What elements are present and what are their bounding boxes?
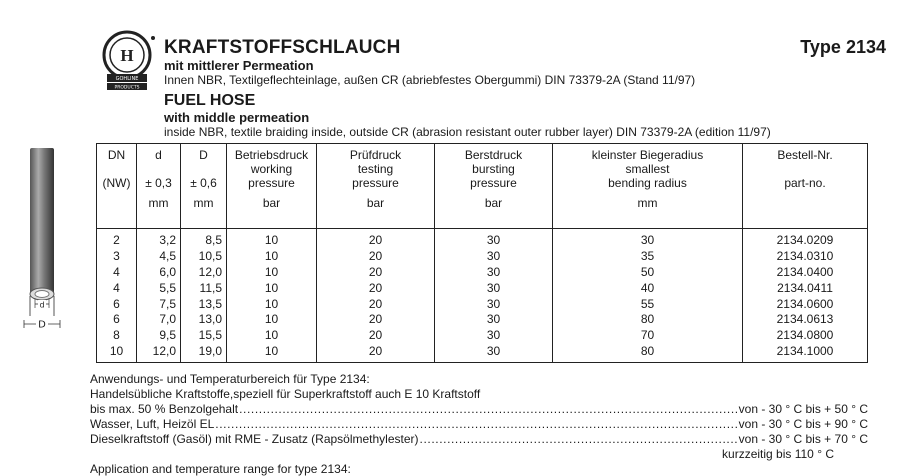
table-header-text: Prüfdruck [349,148,402,162]
table-cell: 15,5 [181,328,227,344]
application-item [90,417,868,431]
table-cell: 6,0 [137,265,181,281]
description-german: Innen NBR, Textilgeflechteinlage, außen CR (abriebfestes Obergummi) DIN 73379-2A (Stand 11/97) [164,73,696,87]
table-cell: 19,0 [181,344,227,363]
table-cell: 2134.0600 [743,297,868,313]
table-cell: 13,0 [181,312,227,328]
description-english: inside NBR, textile braiding inside, outside CR (abrasion resistant outer rubber layer) DIN 73379-2A (edition 11/97) [164,125,771,139]
dot-leader [420,432,738,446]
table-header-unit: bar [262,196,281,210]
application-item-range: von - 30 ° C bis + 70 ° C [738,432,868,446]
table-cell: 10 [227,328,317,344]
table-cell: 4 [97,281,137,297]
table-header-text: working [250,162,293,176]
dot-leader [215,417,737,431]
table-header-cell [181,144,227,229]
logo-letter: H [120,46,134,65]
table-cell: 5,5 [137,281,181,297]
table-header-cell [553,144,743,229]
table-cell: 7,0 [137,312,181,328]
table-cell: 2134.0209 [743,229,868,250]
table-header-cell [317,144,435,229]
type-label: Type 2134 [800,37,886,57]
table-header-text: pressure [470,176,517,190]
table-header-text [745,162,865,176]
table-header-text: part-no. [784,176,826,190]
table-cell: 30 [435,281,553,297]
table-cell: 80 [553,344,743,363]
table-header-unit: bar [484,196,503,210]
table-cell: 20 [317,249,435,265]
table-cell: 2134.0800 [743,328,868,344]
table-header-text: d [155,148,162,162]
table-cell: 20 [317,265,435,281]
application-item-range: von - 30 ° C bis + 90 ° C [738,417,868,431]
table-cell: 30 [435,297,553,313]
table-header-unit: mm [637,196,658,210]
table-cell: 20 [317,344,435,363]
table-cell: 20 [317,229,435,250]
table-header-text [139,162,178,176]
table-cell: 40 [553,281,743,297]
table-cell: 4,5 [137,249,181,265]
table-header-text: pressure [248,176,295,190]
table-cell: 10,5 [181,249,227,265]
table-cell: 2134.0613 [743,312,868,328]
table-cell: 11,5 [181,281,227,297]
table-cell: 35 [553,249,743,265]
table-header-cell [435,144,553,229]
subtitle-german: mit mittlerer Permeation [164,58,314,73]
table-cell: 8 [97,328,137,344]
table-cell: 30 [435,344,553,363]
application-item-label: bis max. 50 % Benzolgehalt [90,402,239,416]
application-item-label: Dieselkraftstoff (Gasöl) mit RME - Zusatz (Rapsölmethylester) [90,432,419,446]
logo-band-bottom: PRODUCTS [114,85,140,91]
table-cell: 2 [97,229,137,250]
table-header-text: (NW) [102,176,131,190]
application-item [90,402,868,416]
table-header-text [183,162,224,176]
table-header-text: testing [357,162,394,176]
table-cell: 30 [435,229,553,250]
table-cell: 10 [227,312,317,328]
table-cell: 10 [227,265,317,281]
table-cell: 6 [97,297,137,313]
table-header-cell [97,144,137,229]
table-header-text: Berstdruck [464,148,523,162]
table-row [97,229,868,250]
table-cell: 20 [317,281,435,297]
table-header-unit: mm [193,196,214,210]
spec-table [96,143,868,363]
table-cell: 70 [553,328,743,344]
table-row [97,328,868,344]
application-heading-de: Anwendungs- und Temperaturbereich für Type 2134: [90,372,370,386]
table-header-text: ± 0,3 [145,176,172,190]
table-cell: 30 [435,265,553,281]
title-german: KRAFTSTOFFSCHLAUCH [164,37,401,58]
outer-diameter-label: D [38,319,46,331]
table-cell: 55 [553,297,743,313]
logo-band-top: GOHLINE [115,76,139,82]
table-cell: 10 [97,344,137,363]
table-header-text: Bestell-Nr. [777,148,833,162]
table-header-unit: mm [148,196,169,210]
table-row [97,344,868,363]
application-item [90,432,868,446]
table-cell: 80 [553,312,743,328]
table-cell: 20 [317,328,435,344]
table-header-text: bursting [472,162,515,176]
table-cell: 4 [97,265,137,281]
table-header-text: bending radius [608,176,687,190]
table-header-text: D [199,148,208,162]
table-cell: 7,5 [137,297,181,313]
application-item-range: von - 30 ° C bis + 50 ° C [738,402,868,416]
table-cell: 2134.0411 [743,281,868,297]
table-header-text: kleinster Biegeradius [591,148,704,162]
table-cell: 12,0 [181,265,227,281]
table-cell: 3 [97,249,137,265]
application-heading-en: Application and temperature range for type 2134: [90,462,351,476]
table-cell: 10 [227,249,317,265]
table-cell: 6 [97,312,137,328]
table-cell: 12,0 [137,344,181,363]
table-header-text: ± 0,6 [190,176,217,190]
table-row [97,265,868,281]
table-cell: 10 [227,344,317,363]
table-header-text [99,162,134,176]
table-body [97,229,868,363]
table-header-text: Betriebsdruck [234,148,309,162]
table-cell: 50 [553,265,743,281]
table-cell: 20 [317,297,435,313]
title-english: FUEL HOSE [164,92,256,109]
hose-illustration [22,146,62,346]
table-header-unit: bar [366,196,385,210]
table-cell: 10 [227,229,317,250]
table-header-row [97,144,868,229]
table-cell: 2134.0310 [743,249,868,265]
table-cell: 8,5 [181,229,227,250]
table-cell: 13,5 [181,297,227,313]
short-term-note: kurzzeitig bis 110 ° C [722,447,834,461]
table-cell: 30 [435,249,553,265]
table-cell: 20 [317,312,435,328]
inner-diameter-label: d [39,300,45,310]
table-row [97,297,868,313]
application-intro-de: Handelsübliche Kraftstoffe,speziell für Superkraftstoff auch E 10 Kraftstoff [90,387,481,401]
table-header-text: DN [107,148,126,162]
table-row [97,281,868,297]
table-header-text: smallest [625,162,670,176]
table-cell: 9,5 [137,328,181,344]
application-item-label: Wasser, Luft, Heizöl EL [90,417,215,431]
table-row [97,249,868,265]
table-cell: 30 [435,328,553,344]
table-cell: 2134.0400 [743,265,868,281]
table-cell: 30 [553,229,743,250]
subtitle-english: with middle permeation [164,110,310,125]
table-header-cell [227,144,317,229]
table-header-cell [743,144,868,229]
table-cell: 3,2 [137,229,181,250]
table-header-cell [137,144,181,229]
table-cell: 2134.1000 [743,344,868,363]
table-cell: 30 [435,312,553,328]
table-row [97,312,868,328]
table-cell: 10 [227,297,317,313]
company-logo [100,30,158,106]
dot-leader [239,402,738,416]
table-header-text: pressure [352,176,399,190]
table-cell: 10 [227,281,317,297]
